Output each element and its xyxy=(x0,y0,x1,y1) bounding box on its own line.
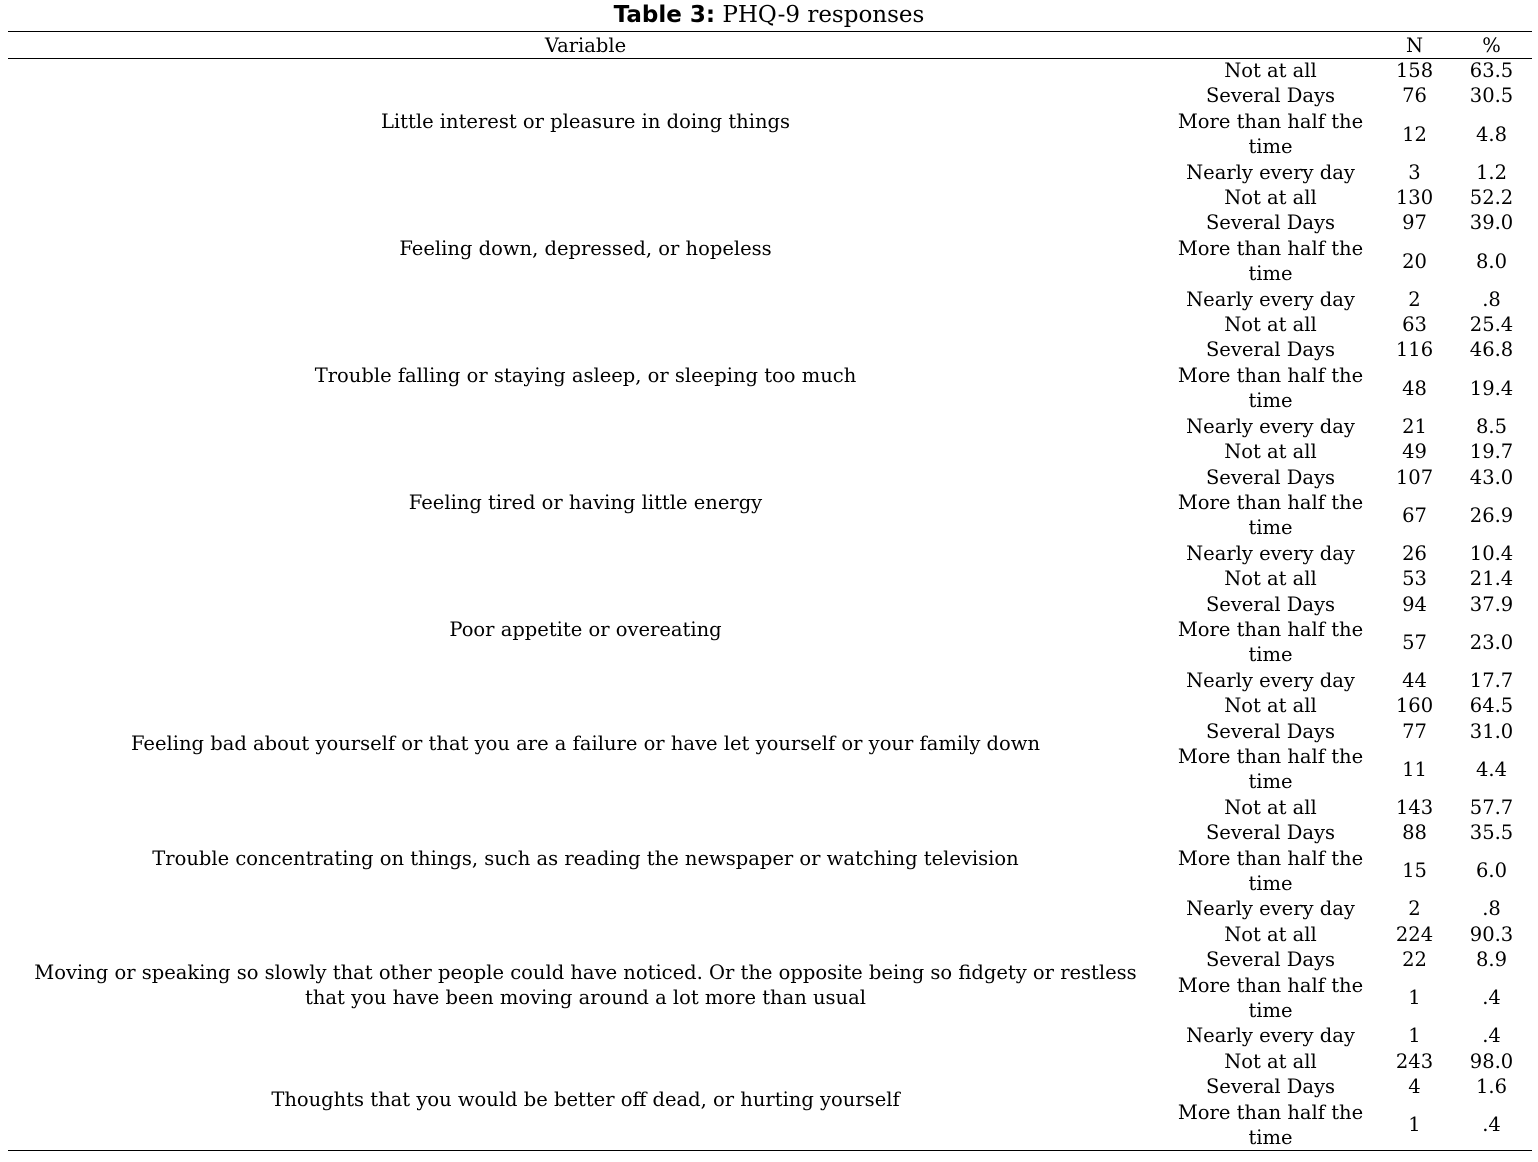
response-cell: Nearly every day xyxy=(1186,897,1355,921)
n-cell: 3 xyxy=(1408,160,1421,184)
header-n: N xyxy=(1405,34,1424,57)
n-cell: 143 xyxy=(1395,795,1434,819)
response-cell: Not at all xyxy=(1224,1049,1317,1073)
variable-cell: Feeling down, depressed, or hopeless xyxy=(399,236,772,260)
percent-cell: 26.9 xyxy=(1469,503,1514,527)
n-cell: 160 xyxy=(1395,694,1434,718)
response-cell: Several Days xyxy=(1205,211,1336,235)
response-cell: Several Days xyxy=(1205,592,1336,616)
response-cell: Several Days xyxy=(1205,948,1336,972)
percent-cell: 1.6 xyxy=(1475,1075,1507,1099)
n-cell: 12 xyxy=(1402,122,1427,146)
n-cell: 88 xyxy=(1402,821,1427,845)
response-cell: Several Days xyxy=(1205,84,1336,108)
variable-cell: Trouble concentrating on things, such as reading the newspaper or watching television xyxy=(152,846,1019,870)
percent-cell: 8.5 xyxy=(1475,414,1507,438)
response-cell: More than half the time xyxy=(1177,617,1364,667)
n-cell: 77 xyxy=(1402,719,1427,743)
header-row xyxy=(8,33,1532,58)
n-cell: 76 xyxy=(1402,84,1427,108)
variable-cell: Feeling bad about yourself or that you are a failure or have let yourself or your family down xyxy=(130,732,1041,756)
phq9-table xyxy=(8,33,1532,1150)
response-cell: More than half the time xyxy=(1177,363,1364,413)
n-cell: 11 xyxy=(1402,757,1427,781)
percent-cell: 37.9 xyxy=(1469,592,1514,616)
table-row xyxy=(8,185,1532,210)
response-cell: Not at all xyxy=(1224,313,1317,337)
n-cell: 107 xyxy=(1395,465,1434,489)
percent-cell: 52.2 xyxy=(1469,186,1514,210)
n-cell: 1 xyxy=(1408,1024,1421,1048)
n-cell: 4 xyxy=(1408,1075,1421,1099)
n-cell: 57 xyxy=(1402,630,1427,654)
percent-cell: 19.4 xyxy=(1469,376,1514,400)
n-cell: 1 xyxy=(1408,986,1421,1010)
response-cell: More than half the time xyxy=(1177,846,1364,895)
variable-cell: Little interest or pleasure in doing things xyxy=(380,109,791,133)
response-cell: Not at all xyxy=(1224,186,1317,210)
percent-cell: 46.8 xyxy=(1469,338,1514,362)
table-caption xyxy=(0,0,1538,31)
table-row xyxy=(8,312,1532,337)
response-cell: Not at all xyxy=(1224,795,1317,819)
n-cell: 48 xyxy=(1402,376,1427,400)
n-cell: 67 xyxy=(1402,503,1427,527)
percent-cell: .8 xyxy=(1482,287,1501,311)
response-cell: More than half the time xyxy=(1177,973,1364,1023)
percent-cell: 35.5 xyxy=(1469,821,1514,845)
response-cell: More than half the time xyxy=(1177,744,1364,794)
percent-cell: 21.4 xyxy=(1469,567,1514,591)
n-cell: 94 xyxy=(1402,592,1427,616)
n-cell: 20 xyxy=(1402,249,1427,273)
caption-title: PHQ-9 responses xyxy=(722,2,925,28)
response-cell: More than half the time xyxy=(1177,109,1364,159)
variable-cell: Poor appetite or overeating xyxy=(449,617,722,641)
response-cell: Nearly every day xyxy=(1186,414,1355,438)
caption-label: Table 3: xyxy=(613,2,716,28)
response-cell: Several Days xyxy=(1205,465,1336,489)
n-cell: 243 xyxy=(1395,1049,1434,1073)
percent-cell: 6.0 xyxy=(1475,859,1507,883)
variable-cell: Moving or speaking so slowly that other people could have noticed. Or the opposite being so fidgety or restless that you have been moving around a lot more than usual xyxy=(34,960,1137,1010)
percent-cell: 4.8 xyxy=(1475,122,1507,146)
percent-cell: .4 xyxy=(1482,986,1501,1010)
percent-cell: .4 xyxy=(1482,1024,1501,1048)
percent-cell: .4 xyxy=(1482,1113,1501,1137)
response-cell: Several Days xyxy=(1205,1075,1336,1099)
percent-cell: 17.7 xyxy=(1469,668,1514,692)
n-cell: 44 xyxy=(1402,668,1427,692)
n-cell: 2 xyxy=(1408,287,1421,311)
percent-cell: 8.0 xyxy=(1475,249,1507,273)
percent-cell: 98.0 xyxy=(1469,1049,1514,1073)
response-cell: Nearly every day xyxy=(1186,287,1355,311)
table-row xyxy=(8,439,1532,464)
n-cell: 15 xyxy=(1402,859,1427,883)
percent-cell: 19.7 xyxy=(1469,440,1514,464)
table-row xyxy=(8,795,1532,820)
percent-cell: .8 xyxy=(1482,897,1501,921)
response-cell: Nearly every day xyxy=(1186,1024,1355,1048)
n-cell: 224 xyxy=(1395,922,1434,946)
response-cell: More than half the time xyxy=(1177,490,1364,540)
response-cell: Nearly every day xyxy=(1186,160,1355,184)
response-cell: Nearly every day xyxy=(1186,668,1355,692)
response-cell: Not at all xyxy=(1224,567,1317,591)
percent-cell: 63.5 xyxy=(1469,59,1514,82)
n-cell: 22 xyxy=(1402,948,1427,972)
percent-cell: 39.0 xyxy=(1469,211,1514,235)
n-cell: 53 xyxy=(1402,567,1427,591)
n-cell: 97 xyxy=(1402,211,1427,235)
n-cell: 49 xyxy=(1402,440,1427,464)
n-cell: 2 xyxy=(1408,897,1421,921)
variable-cell: Feeling tired or having little energy xyxy=(408,490,763,514)
header-percent: % xyxy=(1482,34,1501,57)
percent-cell: 31.0 xyxy=(1469,719,1514,743)
n-cell: 21 xyxy=(1402,414,1427,438)
n-cell: 130 xyxy=(1395,186,1434,210)
percent-cell: 1.2 xyxy=(1475,160,1507,184)
percent-cell: 43.0 xyxy=(1469,465,1514,489)
percent-cell: 25.4 xyxy=(1469,313,1514,337)
n-cell: 63 xyxy=(1402,313,1427,337)
header-variable: Variable xyxy=(544,34,627,57)
n-cell: 1 xyxy=(1408,1113,1421,1137)
response-cell: Not at all xyxy=(1224,922,1317,946)
response-cell: Not at all xyxy=(1224,694,1317,718)
response-cell: More than half the time xyxy=(1177,1100,1364,1150)
percent-cell: 90.3 xyxy=(1469,922,1514,946)
n-cell: 116 xyxy=(1395,338,1434,362)
percent-cell: 23.0 xyxy=(1469,630,1514,654)
table-body xyxy=(8,58,1532,1150)
table-row xyxy=(8,58,1532,83)
n-cell: 158 xyxy=(1395,59,1434,82)
response-cell: Nearly every day xyxy=(1186,541,1355,565)
response-cell: More than half the time xyxy=(1177,236,1364,286)
variable-cell: Thoughts that you would be better off dead, or hurting yourself xyxy=(271,1087,900,1111)
percent-cell: 8.9 xyxy=(1475,948,1507,972)
variable-cell: Trouble falling or staying asleep, or sleeping too much xyxy=(314,363,857,387)
table-row xyxy=(8,566,1532,591)
table-row xyxy=(8,922,1532,947)
percent-cell: 64.5 xyxy=(1469,694,1514,718)
percent-cell: 57.7 xyxy=(1469,795,1514,819)
header-response xyxy=(1163,33,1378,58)
n-cell: 26 xyxy=(1402,541,1427,565)
response-cell: Not at all xyxy=(1224,440,1317,464)
percent-cell: 30.5 xyxy=(1469,84,1514,108)
response-cell: Several Days xyxy=(1205,719,1336,743)
percent-cell: 4.4 xyxy=(1475,757,1507,781)
percent-cell: 10.4 xyxy=(1469,541,1514,565)
table-row xyxy=(8,1049,1532,1074)
response-cell: Several Days xyxy=(1205,338,1336,362)
response-cell: Not at all xyxy=(1224,59,1317,82)
top-rule xyxy=(8,31,1532,32)
response-cell: Several Days xyxy=(1205,821,1336,845)
table-row xyxy=(8,693,1532,718)
